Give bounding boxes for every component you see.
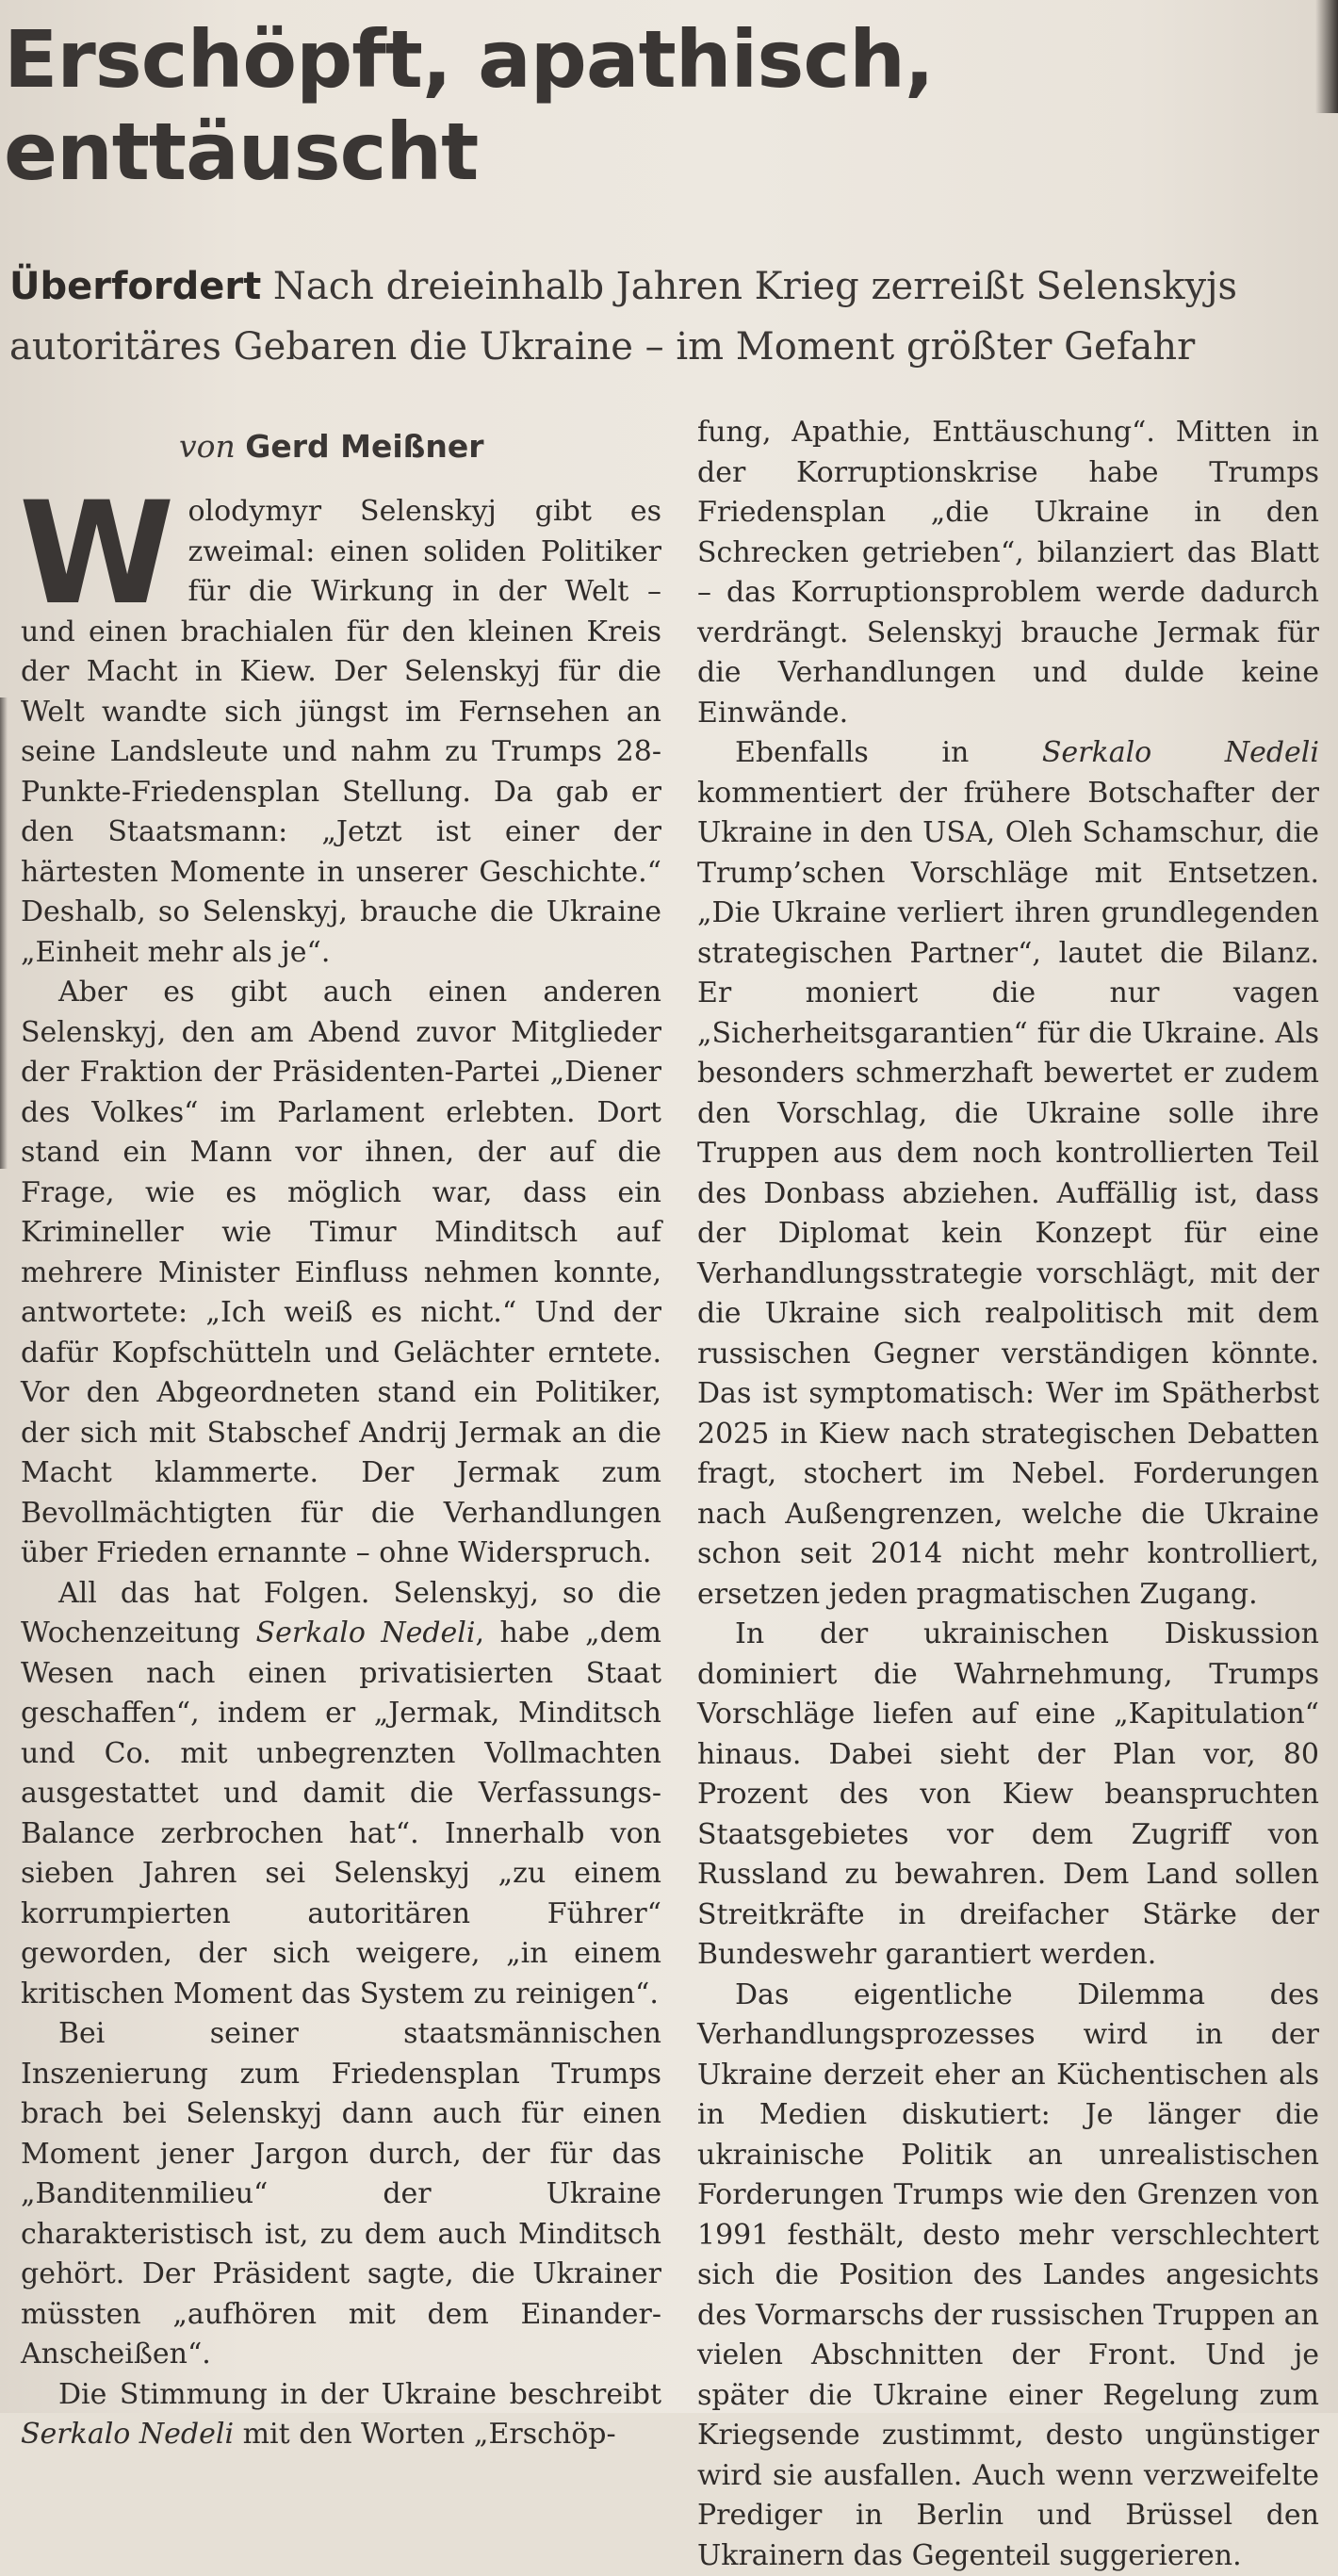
deck bbox=[9, 256, 1319, 377]
deck-kicker: Überfordert bbox=[9, 265, 261, 308]
paragraph-3 bbox=[21, 1574, 661, 2015]
paragraph-6-text-b: kommentiert der frühere Botschafter der Ukraine in den USA, Oleh Schamschur, die Trump’schen Vorschläge mit Entsetzen. „Die Ukraine verliert ihren grundlegenden strategischen Partner“, lautet die Bilanz. Er moniert die nur vagen „Sicherheitsgarantien“ für die Ukraine. Als besonders schmerzhaft bewertet er zudem den Vorschlag, die Ukraine solle ihre Truppen aus dem noch kontrollierten Teil des Donbass abziehen. Auffällig ist, dass der Diplomat kein Konzept für eine Verhandlungsstrategie vorschlägt, mit der die Ukraine sich realpolitisch mit dem russischen Gegner verständigen könnte. Das ist symptomatisch: Wer im Spätherbst 2025 in Kiew nach strategischen Debatten fragt, stochert im Nebel. Forderungen nach Außengrenzen, welche die Ukraine schon seit 2014 nicht mehr kontrolliert, ersetzen jeden pragmatischen Zugang. bbox=[697, 777, 1319, 1611]
paragraph-1 bbox=[21, 492, 661, 973]
paragraph-8: Das eigentliche Dilemma des Verhandlungsprozesses wird in der Ukraine derzeit eher an Küchentischen als in Medien diskutiert: Je länger die ukrainische Politik an unrealistischen Forderungen Trumps wie den Grenzen von 1991 festhält, desto mehr verschlechtert sich die Position des Landes angesichts des Vormarschs der russischen Truppen an vielen Abschnitten der Front. Und je später die Ukraine einer Regelung zum Kriegsende zustimmt, desto ungünstiger wird sie ausfallen. Auch wenn verzweifelte Prediger in Berlin und Brüssel den Ukrainern das Gegenteil suggerieren. bbox=[697, 1976, 1319, 2576]
paragraph-5 bbox=[21, 2375, 661, 2455]
newspaper-name: Serkalo Nedeli bbox=[21, 2418, 234, 2451]
deck-text: Nach dreieinhalb Jahren Krieg zerreißt Selenskyjs autoritäres Gebaren die Ukraine – im Moment größter Gefahr bbox=[9, 265, 1237, 369]
paragraph-2: Aber es gibt auch einen anderen Selenskyj, den am Abend zuvor Mitglieder der Fraktion der Präsidenten-Partei „Diener des Volkes“ im Parlament erlebten. Dort stand ein Mann vor ihnen, der auf die Frage, wie es möglich war, dass ein Krimineller wie Timur Minditsch auf mehrere Minister Einfluss nehmen konnte, antwortete: „Ich weiß es nicht.“ Und der dafür Kopfschütteln und Gelächter erntete. Vor den Abgeordneten stand ein Politiker, der sich mit Stabschef Andrij Jermak an die Macht klammerte. Der Jermak zum Bevollmächtigten für die Verhandlungen über Frieden ernannte – ohne Widerspruch. bbox=[21, 973, 661, 1574]
byline-prefix: von bbox=[179, 428, 245, 465]
column-right bbox=[697, 413, 1319, 2576]
author-name: Gerd Meißner bbox=[245, 428, 483, 465]
newspaper-name: Serkalo Nedeli bbox=[256, 1616, 476, 1649]
paragraph-7: In der ukrainischen Diskussion dominiert die Wahrnehmung, Trumps Vorschläge liefen auf eine „Kapitulation“ hinaus. Dabei sieht der Plan vor, 80 Prozent des von Kiew beanspruchten Staatsgebietes vor dem Zugriff von Russland zu bewahren. Dem Land sollen Streitkräfte in dreifacher Stärke der Bundeswehr garantiert werden. bbox=[697, 1615, 1319, 1976]
headline: Erschöpft, apathisch, enttäuscht bbox=[4, 13, 1134, 198]
paragraph-4: Bei seiner staatsmännischen Inszenierung zum Friedensplan Trumps brach bei Selenskyj dann auch für einen Moment jener Jargon durch, der für das „Banditenmilieu“ der Ukraine charakteristisch ist, zu dem auch Minditsch gehört. Der Präsident sagte, die Ukrainer müssten „aufhören mit dem Einander-Anscheißen“. bbox=[21, 2014, 661, 2375]
paragraph-6 bbox=[697, 733, 1319, 1615]
paragraph-3-text-a: All das hat Folgen. Selenskyj, so die Wochenzeitung bbox=[21, 1577, 661, 1650]
paragraph-3-text-b: , habe „dem Wesen nach einen privatisierten Staat geschaffen“, indem er „Jermak, Minditsch und Co. mit unbegrenzten Vollmachten ausgestattet und damit die Verfassungs-Balance zerbrochen hat“. Innerhalb von sieben Jahren sei Selenskyj „zu einem korrumpierten autoritären Führer“ geworden, der sich weigere, „in einem kritischen Moment das System zu reinigen“. bbox=[21, 1616, 661, 2010]
page-edge-shadow-right bbox=[1315, 0, 1338, 113]
paragraph-5-text-a: Die Stimmung in der Ukraine beschreibt bbox=[58, 2378, 661, 2411]
page-edge-shadow-left bbox=[0, 697, 8, 1169]
paragraph-6-text-a: Ebenfalls in bbox=[735, 736, 1042, 769]
newspaper-name: Serkalo Nedeli bbox=[1042, 736, 1319, 769]
column-left bbox=[21, 492, 661, 2455]
paragraph-1-text: olodymyr Selenskyj gibt es zweimal: einen soliden Politiker für die Wirkung in der Welt – und einen brachialen für den kleinen Kreis der Macht in Kiew. Der Selenskyj für die Welt wandte sich jüngst im Fernsehen an seine Landsleute und nahm zu Trumps 28-Punkte-Friedensplan Stellung. Da gab er den Staatsmann: „Jetzt ist einer der härtesten Momente in unserer Geschichte.“ Deshalb, so Selenskyj, brauche die Ukraine „Einheit mehr als je“. bbox=[21, 495, 661, 969]
paragraph-5-continued: fung, Apathie, Enttäuschung“. Mitten in der Korruptionskrise habe Trumps Friedensplan „die Ukraine in den Schrecken getrieben“, bilanziert das Blatt – das Korruptionsproblem werde dadurch verdrängt. Selenskyj brauche Jermak für die Verhandlungen und dulde keine Einwände. bbox=[697, 413, 1319, 733]
paragraph-5-text-b: mit den Worten „Erschöp- bbox=[234, 2418, 616, 2451]
drop-cap: W bbox=[19, 501, 174, 607]
byline bbox=[179, 426, 484, 468]
